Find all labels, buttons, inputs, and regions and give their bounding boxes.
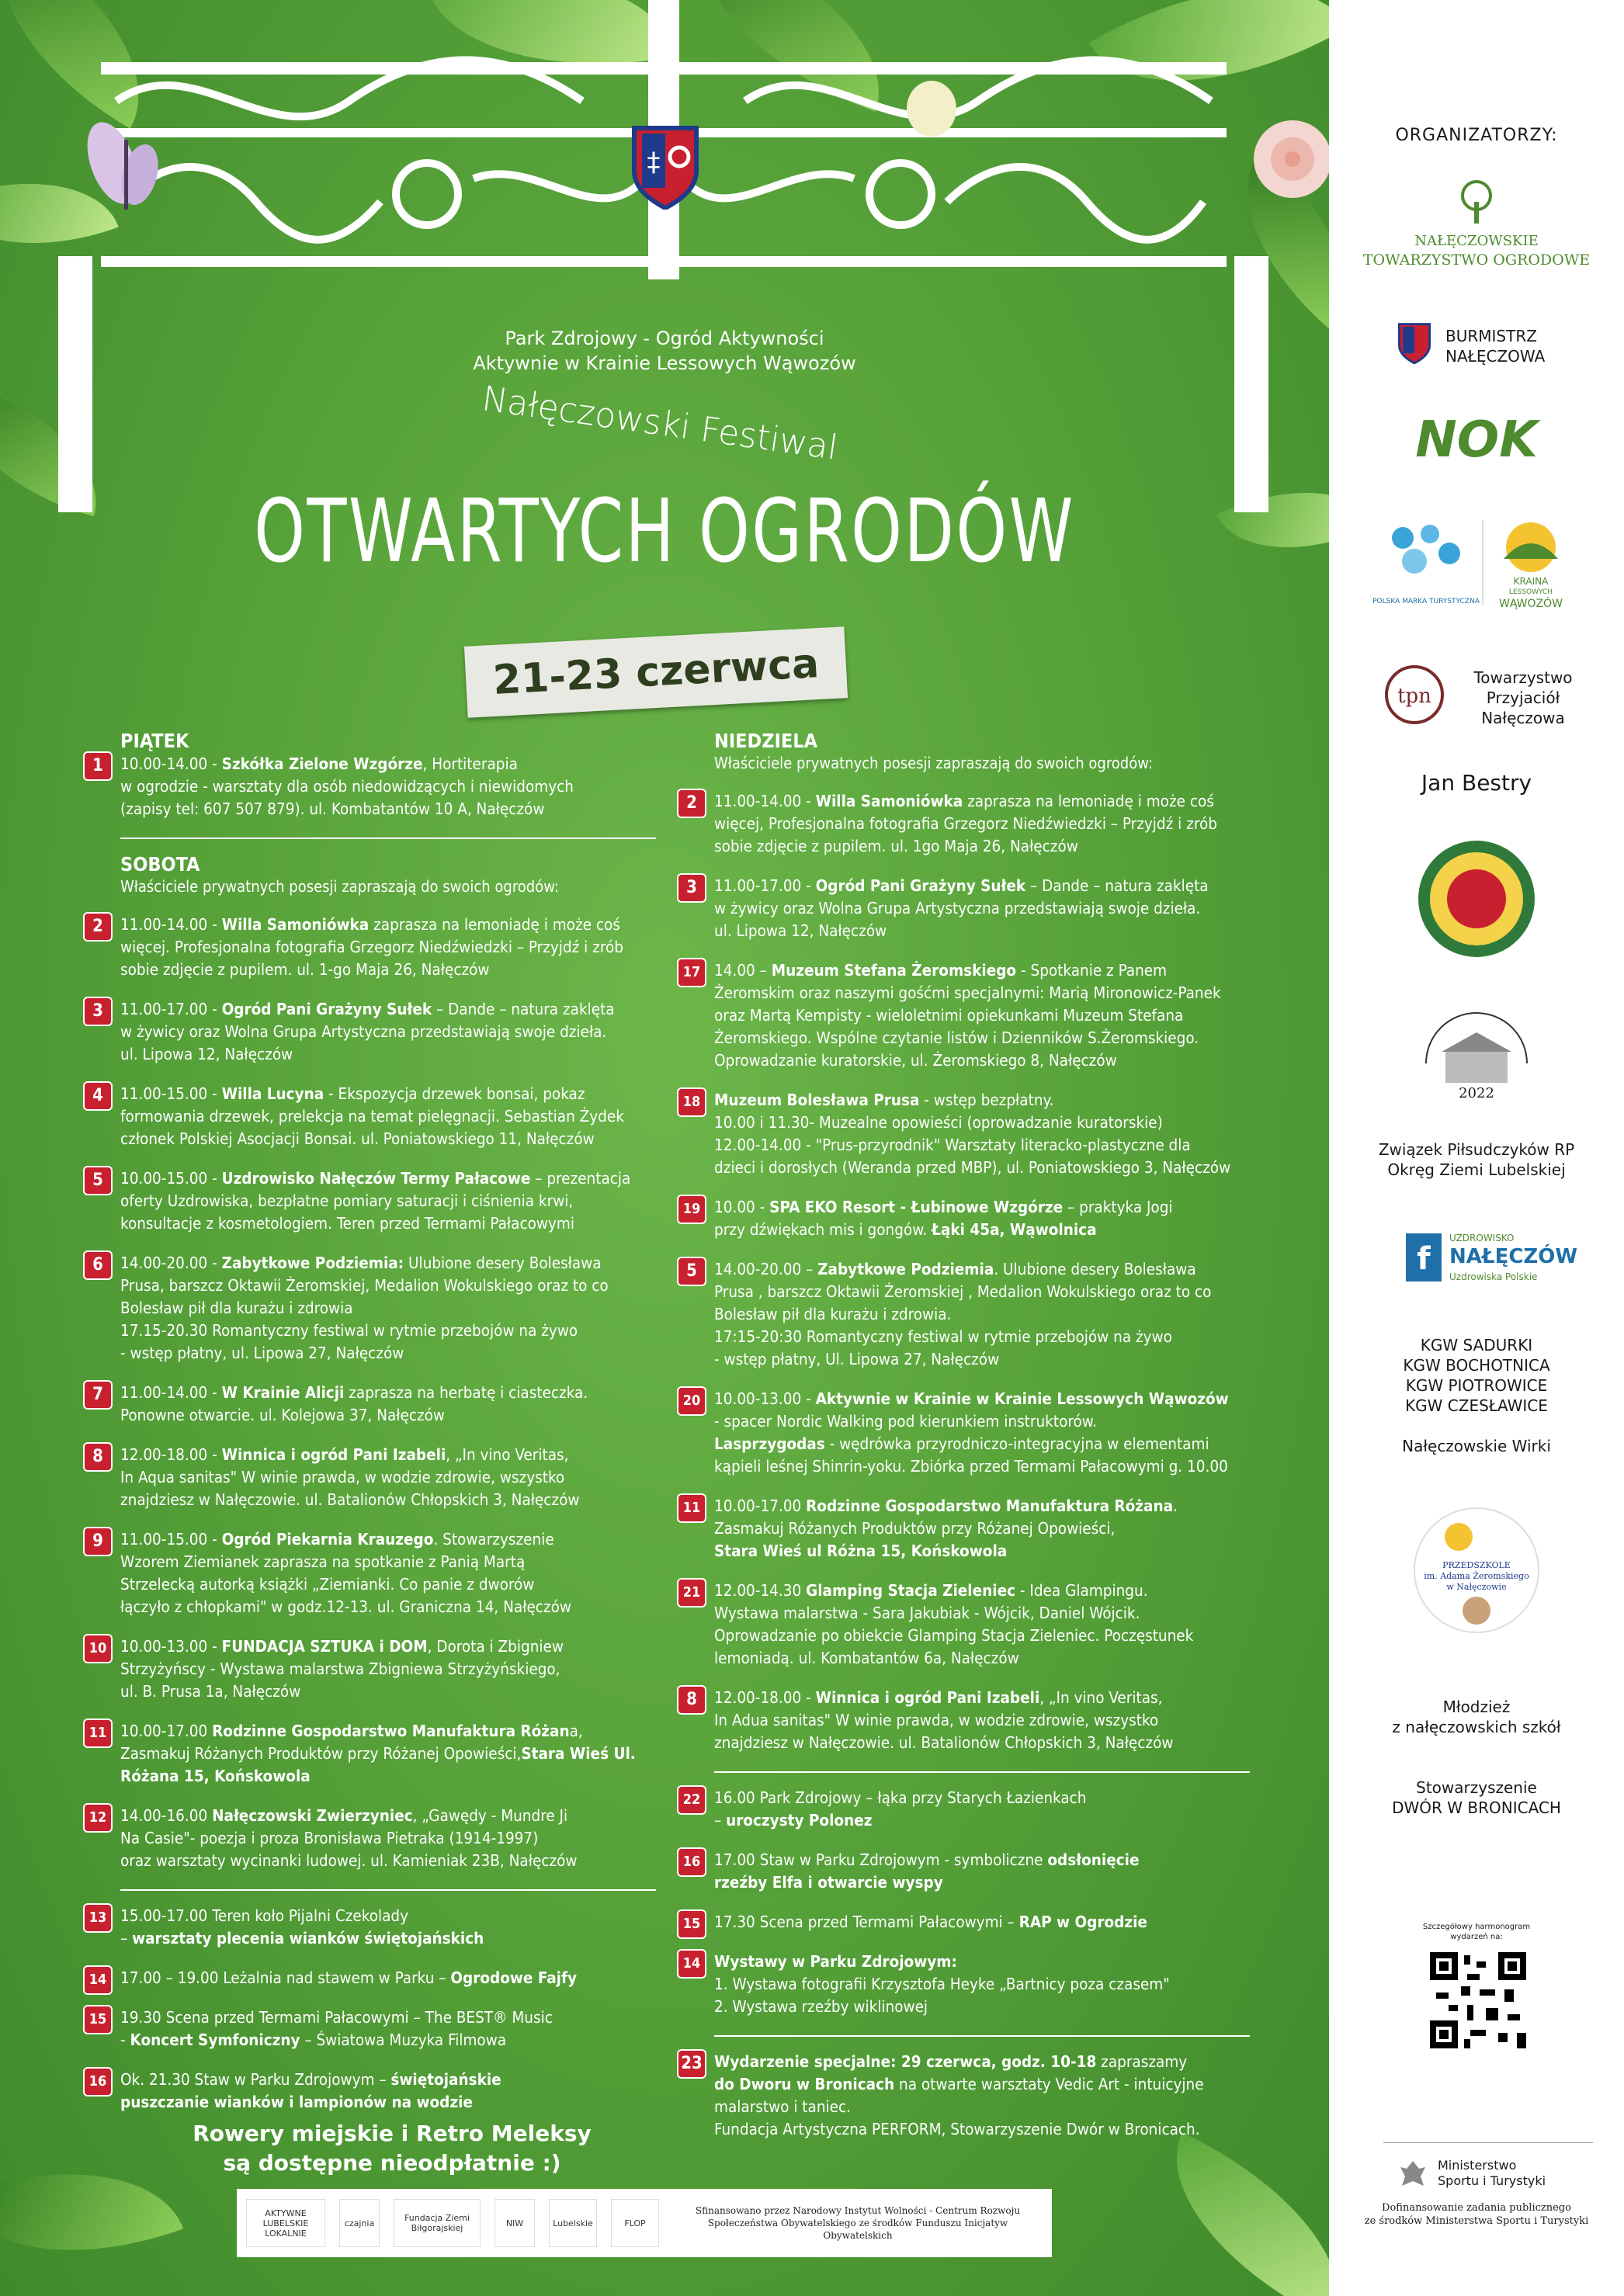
event-number-badge: 8: [678, 1687, 705, 1713]
svg-text:f: f: [1417, 1241, 1431, 1277]
qr-code-icon: [1430, 1952, 1526, 2048]
sponsor-logo: FLOP: [611, 2199, 659, 2247]
event-item: 5 10.00-15.00 - Uzdrowisko Nałęczów Termy Pałacowe – prezentacja oferty Uzdrowiska, bezpłatne pomiary saturacji i ciśnienia krwi, konsultacje z kosmetologiem. Teren przed Termami Pałacowymi: [120, 1167, 664, 1235]
event-number-badge: 5: [85, 1167, 111, 1194]
event-item: 12 14.00-16.00 Nałęczowski Zwierzyniec, „Gawędy - Mundre Ji Na Casie"- poezja i proza Bronisława Pietraka (1914-1997) oraz warsztaty wycinanki ludowej. ul. Kamieniak 23B, Nałęczów: [120, 1805, 664, 1872]
event-item: 11 10.00-17.00 Rodzinne Gospodarstwo Manufaktura Różana, Zasmakuj Różanych Produktów przy Różanej Opowieści,Stara Wieś Ul. Różana 15, Końskowola: [120, 1720, 664, 1788]
coat-of-arms-icon: [630, 124, 700, 210]
event-number-badge: 1: [85, 753, 111, 779]
special-event: 23 Wydarzenie specjalne: 29 czerwca, godz. 10-18 zapraszamy do Dworu w Bronicach na otwarte warsztaty Vedic Art - intuicyjne malarstwo i taniec. Fundacja Artystyczna PERFORM, Stowarzyszenie Dwór w Bronicach.: [714, 2051, 1242, 2141]
nok-logo: NOK: [1415, 411, 1538, 469]
butterfly-icon: [78, 116, 171, 225]
sponsor-logo: Lubelskie: [549, 2199, 597, 2247]
event-number-badge: 18: [678, 1089, 705, 1115]
event-number-badge: 13: [85, 1905, 111, 1931]
event-item: 14 17.00 – 19.00 Leżalnia nad stawem w Parku – Ogrodowe Fajfy: [120, 1967, 664, 1989]
uzdrowisko-line-1: UZDROWISKO: [1449, 1233, 1515, 1243]
harmonogram-label: Szczegółowy harmonogram wydarzeń na:: [1422, 1923, 1531, 1941]
location-line-2: Aktywnie w Krainie Lessowych Wąwozów: [473, 352, 856, 374]
zwiazek-pilsudczykow: Związek Piłsudczyków RP Okręg Ziemi Lubelskiej: [1378, 1140, 1575, 1179]
event-item: 2 11.00-14.00 - Willa Samoniówka zaprasza na lemoniadę i może coś więcej. Profesjonalna fotografia Grzegorz Niedźwiedzki – Przyjdź i zrób sobie zdjęcie z pupilem. ul. 1-go Maja 26, Nałęczów: [120, 914, 664, 981]
divider: [1383, 2142, 1593, 2143]
pergola-post-right: [1234, 256, 1268, 512]
uzdrowisko-line-2: NAŁĘCZÓW: [1449, 1245, 1578, 1268]
event-number-badge: 4: [85, 1083, 111, 1109]
event-number-badge: 2: [85, 914, 111, 940]
flower-icon: [1250, 116, 1329, 202]
event-number-badge: 9: [85, 1528, 111, 1555]
divider: [714, 2035, 1250, 2037]
nto-line-1: NAŁĘCZOWSKIE: [1414, 233, 1539, 249]
event-item: 19 10.00 - SPA EKO Resort - Łubinowe Wzgórze – praktyka Jogi przy dźwiękach mis i gongów. Łąki 45a, Wąwolnica: [714, 1196, 1242, 1241]
event-item: 16 17.00 Staw w Parku Zdrojowym - symboliczne odsłonięcie rzeźby Elfa i otwarcie wyspy: [714, 1849, 1242, 1894]
polska-marka-logo-icon: [1383, 519, 1469, 588]
logo-divider: [1482, 520, 1483, 605]
seal-year: 1886: [1459, 942, 1494, 957]
event-number-badge: 5: [678, 1258, 705, 1285]
sponsor-bar: [237, 2189, 1052, 2257]
saturday-note: Właściciele prywatnych posesji zapraszają do swoich ogrodów:: [120, 877, 559, 896]
event-item: 1 10.00-14.00 - Szkółka Zielone Wzgórze, Hortiterapia w ogrodzie - warsztaty dla osób niedowidzących i niewidomych (zapisy tel: 607 507 879). ul. Kombatantów 10 A, Nałęczów: [120, 753, 664, 820]
sponsor-logo: Fundacja Ziemi Biłgorajskiej: [394, 2199, 481, 2247]
location-line-1: Park Zdrojowy - Ogród Aktywności: [505, 328, 824, 349]
event-item: 17 14.00 – Muzeum Stefana Żeromskiego - Spotkanie z Panem Żeromskim oraz naszymi gośćmi specjalnymi: Marią Mironowicz-Panek oraz Martą Kempisty - wieloletnimi opiekunkami Muzeum Stefana Żeromskiego. Wspólne czytanie listów i Dzienników S.Żeromskiego. Oprowadzanie kuratorskie, ul. Żeromskiego 8, Nałęczów: [714, 959, 1242, 1072]
kraina-line-2: LESSOWYCH: [1508, 588, 1553, 596]
event-item: 11 10.00-17.00 Rodzinne Gospodarstwo Manufaktura Różana. Zasmakuj Różanych Produktów przy Różanej Opowieści, Stara Wieś ul Różna 15, Końskowola: [714, 1495, 1242, 1562]
event-number-badge: 16: [85, 2069, 111, 2095]
kgw-list: KGW SADURKI KGW BOCHOTNICA KGW PIOTROWICE KGW CZESŁAWICE: [1403, 1336, 1550, 1415]
event-number-badge: 10: [85, 1635, 111, 1662]
bikes-notice: Rowery miejskie i Retro Meleksy są dostępne nieodpłatnie :): [193, 2121, 592, 2176]
festival-subtitle: Nałęczowski Festiwal: [479, 379, 841, 468]
event-item: 7 11.00-14.00 - W Krainie Alicji zaprasza na herbatę i ciasteczka. Ponowne otwarcie. ul. Kolejowa 37, Nałęczów: [120, 1382, 664, 1427]
event-item: 8 12.00-18.00 - Winnica i ogród Pani Izabeli, „In vino Veritas, In Aqua sanitas" W winie prawda, w wodzie zdrowie, wszystko znajdziesz w Nałęczowie. ul. Batalionów Chłopskich 3, Nałęczów: [120, 1444, 664, 1511]
eagle-emblem-icon: [1397, 2158, 1428, 2192]
event-item: 8 12.00-18.00 - Winnica i ogród Pani Izabeli, „In vino Veritas, In Adua sanitas" W winie prawda, w wodzie zdrowie, wszystko znajdziesz w Nałęczowie. ul. Batalionów Chłopskich 3, Nałęczów: [714, 1687, 1242, 1754]
polska-marka-label: POLSKA MARKA TURYSTYCZNA: [1372, 598, 1480, 605]
event-number-badge: 22: [678, 1787, 705, 1813]
naleczowskie-wirki: Nałęczowskie Wirki: [1402, 1437, 1551, 1455]
tpn-logo-icon: [1383, 664, 1445, 726]
tpn-label: Towarzystwo Przyjaciół Nałęczowa: [1473, 668, 1573, 727]
event-item: 2 11.00-14.00 - Willa Samoniówka zaprasza na lemoniadę i może coś więcej, Profesjonalna fotografia Grzegorz Niedźwiedzki – Przyjdź i zrób sobie zdjęcie z pupilem. ul. 1go Maja 26, Nałęczów: [714, 790, 1242, 858]
event-number-badge: 2: [678, 790, 705, 817]
kraina-logo-icon: [1496, 520, 1566, 574]
dofinansowanie-label: Dofinansowanie zadania publicznego ze środków Ministerstwa Sportu i Turystyki: [1364, 2202, 1589, 2227]
coat-of-arms-icon: [1397, 322, 1431, 364]
przedszkole-label: PRZEDSZKOLE im. Adama Żeromskiego w Nałęczowie: [1424, 1560, 1529, 1592]
sunday-note: Właściciele prywatnych posesji zapraszają do swoich ogrodów:: [714, 754, 1153, 772]
kraina-line-3: WĄWOZÓW: [1499, 598, 1563, 610]
event-number-badge: 3: [85, 998, 111, 1025]
nto-line-2: TOWARZYSTWO OGRODOWE: [1362, 251, 1591, 269]
divider: [120, 838, 656, 839]
event-item: 10 10.00-13.00 - FUNDACJA SZTUKA i DOM, Dorota i Zbigniew Strzyżyńscy - Wystawa malarstwa Zbigniewa Strzyżyńskiego, ul. B. Prusa 1a, Nałęczów: [120, 1635, 664, 1703]
event-number-badge: 14: [678, 1951, 705, 1977]
society-seal-icon: [1416, 838, 1537, 959]
event-number-badge: 8: [85, 1444, 111, 1470]
event-number-badge: 23: [678, 2051, 705, 2077]
kraina-line-1: KRAINA: [1513, 576, 1549, 587]
event-number-badge: 3: [678, 875, 705, 901]
mlodziez-label: Młodzież z nałęczowskich szkół: [1392, 1698, 1561, 1736]
wzorem-year: 2022: [1459, 1085, 1494, 1101]
divider: [714, 1771, 1250, 1773]
event-number-badge: 15: [678, 1911, 705, 1937]
day-heading-sunday: NIEDZIELA: [714, 730, 818, 752]
jan-bestry: Jan Bestry: [1421, 770, 1532, 796]
rosebud-icon: [900, 70, 963, 140]
event-number-badge: 11: [678, 1495, 705, 1521]
event-item: 14 Wystawy w Parku Zdrojowym: 1. Wystawa fotografii Krzysztofa Heyke „Bartnicy poza czasem" 2. Wystawa rzeźby wiklinowej: [714, 1951, 1242, 2018]
event-number-badge: 7: [85, 1382, 111, 1408]
tree-logo-icon: [1453, 179, 1500, 225]
event-number-badge: 12: [85, 1805, 111, 1831]
event-item: 5 14.00-20.00 – Zabytkowe Podziemia. Ulubione desery Bolesława Prusa , barszcz Oktawii Żeromskiej , Medalion Wokulskiego oraz to co Bolesław pił dla kurażu i zdrowia. 17:15-20:30 Romantyczny festiwal w rytmie przebojów na żywo - wstęp płatny, Ul. Lipowa 27, Nałęczów: [714, 1258, 1242, 1371]
event-item: 16 Ok. 21.30 Staw w Parku Zdrojowym – świętojańskie puszczanie wianków i lampionów na wodzie: [120, 2069, 664, 2114]
event-item: 21 12.00-14.30 Glamping Stacja Zieleniec - Idea Glampingu. Wystawa malarstwa - Sara Jakubiak - Wójcik, Daniel Wójcik. Oprowadzanie po obiekcie Glamping Stacja Zieleniec. Poczęstunek lemoniadą. ul. Kombatantów 6a, Nałęczów: [714, 1580, 1242, 1670]
event-item: 3 11.00-17.00 - Ogród Pani Grażyny Sułek – Dande – natura zaklęta w żywicy oraz Wolna Grupa Artystyczna przedstawiają swoje dzieła. ul. Lipowa 12, Nałęczów: [120, 998, 664, 1066]
event-number-badge: 17: [678, 959, 705, 986]
sponsor-logo: czajnia: [339, 2199, 380, 2247]
sponsor-funding-text: Sfinansowano przez Narodowy Instytut Wolności - Centrum Rozwoju Społeczeństwa Obywatelskiego ze środków Funduszu Inicjatyw Obywatelskich: [695, 2205, 1021, 2241]
event-number-badge: 11: [85, 1720, 111, 1746]
day-heading-saturday: SOBOTA: [120, 853, 200, 876]
event-number-badge: 19: [678, 1196, 705, 1223]
svg-text:‡: ‡: [647, 147, 661, 178]
dwor-label: Stowarzyszenie DWÓR W BRONICACH: [1392, 1778, 1561, 1817]
event-item: 13 15.00-17.00 Teren koło Pijalni Czekolady – warsztaty plecenia wianków świętojańskich: [120, 1905, 664, 1950]
poster-title: OTWARTYCH OGRODÓW: [254, 481, 1075, 582]
schedule-left-column: [88, 730, 664, 2131]
event-number-badge: 21: [678, 1580, 705, 1606]
uzdrowisko-logo-icon: [1403, 1230, 1445, 1285]
event-item: 15 17.30 Scena przed Termami Pałacowymi – RAP w Ogrodzie: [714, 1911, 1242, 1934]
divider: [120, 1889, 656, 1891]
event-number-badge: 20: [678, 1388, 705, 1414]
event-number-badge: 14: [85, 1967, 111, 1993]
uzdrowisko-line-3: Uzdrowiska Polskie: [1449, 1271, 1538, 1282]
date-banner: 21-23 czerwca: [464, 626, 848, 718]
burmistrz-label: BURMISTRZ NAŁĘCZOWA: [1445, 327, 1546, 366]
pergola-post-left: [58, 256, 92, 512]
event-item: 4 11.00-15.00 - Willa Lucyna - Ekspozycja drzewek bonsai, pokaz formowania drzewek, prelekcja na temat pielęgnacji. Sebastian Żydek członek Polskiej Asocjacji Bonsai. ul. Poniatowskiego 11, Nałęczów: [120, 1083, 664, 1150]
organizers-heading: ORGANIZATORZY:: [1395, 126, 1558, 145]
event-number-badge: 15: [85, 2006, 111, 2033]
day-heading-friday: PIĄTEK: [120, 730, 189, 752]
organizers-sidebar: [1329, 0, 1624, 2296]
sponsor-logo: AKTYWNE LUBELSKIE LOKALNIE: [246, 2199, 325, 2247]
event-number-badge: 6: [85, 1252, 111, 1278]
event-item: 3 11.00-17.00 - Ogród Pani Grażyny Sułek – Dande – natura zaklęta w żywicy oraz Wolna Grupa Artystyczna przedstawiają swoje dzieła. ul. Lipowa 12, Nałęczów: [714, 875, 1242, 942]
ministerstwo-label: Ministerstwo Sportu i Turystyki: [1438, 2158, 1546, 2188]
leaf-decoration: [1216, 456, 1329, 585]
event-item: 18 Muzeum Bolesława Prusa - wstęp bezpłatny. 10.00 i 11.30- Muzealne opowieści (oprowadzanie kuratorskie) 12.00-14.00 - "Prus-przyrodnik" Warsztaty literacko-plastyczne dla dzieci i dorosłych (Weranda przed MBP), ul. Poniatowskiego 3, Nałęczów: [714, 1089, 1242, 1179]
svg-text:tpn: tpn: [1397, 685, 1431, 708]
sponsor-logo: NIW: [494, 2199, 535, 2247]
event-item: 15 19.30 Scena przed Termami Pałacowymi – The BEST® Music - Koncert Symfoniczny – Światowa Muzyka Filmowa: [120, 2006, 664, 2051]
event-number-badge: 16: [678, 1849, 705, 1875]
event-item: 6 14.00-20.00 - Zabytkowe Podziemia: Ulubione desery Bolesława Prusa, barszcz Oktawii Żeromskiej, Medalion Wokulskiego oraz to co Bolesław pił dla kurażu i zdrowia 17.15-20.30 Romantyczny festiwal w rytmie przebojów na żywo - wstęp płatny, ul. Lipowa 27, Nałęczów: [120, 1252, 664, 1365]
event-item: 9 11.00-15.00 - Ogród Piekarnia Krauzego. Stowarzyszenie Wzorem Ziemianek zaprasza na spotkanie z Panią Martą Strzelecką autorką książki „Ziemianki. Co panie z dworów łączyło z chłopkami" w godz.12-13. ul. Graniczna 14, Nałęczów: [120, 1528, 664, 1618]
event-item: 22 16.00 Park Zdrojowy – łąka przy Starych Łazienkach – uroczysty Polonez: [714, 1787, 1242, 1832]
event-item: 20 10.00-13.00 - Aktywnie w Krainie w Krainie Lessowych Wąwozów - spacer Nordic Walking pod kierunkiem instruktorów. Lasprzygodas - wędrówka przyrodniczo-integracyjna w elementami kąpieli leśnej Shinrin-yoku. Zbiórka przed Termami Pałacowymi g. 10.00: [714, 1388, 1242, 1478]
schedule-right-column: [681, 730, 1242, 2158]
